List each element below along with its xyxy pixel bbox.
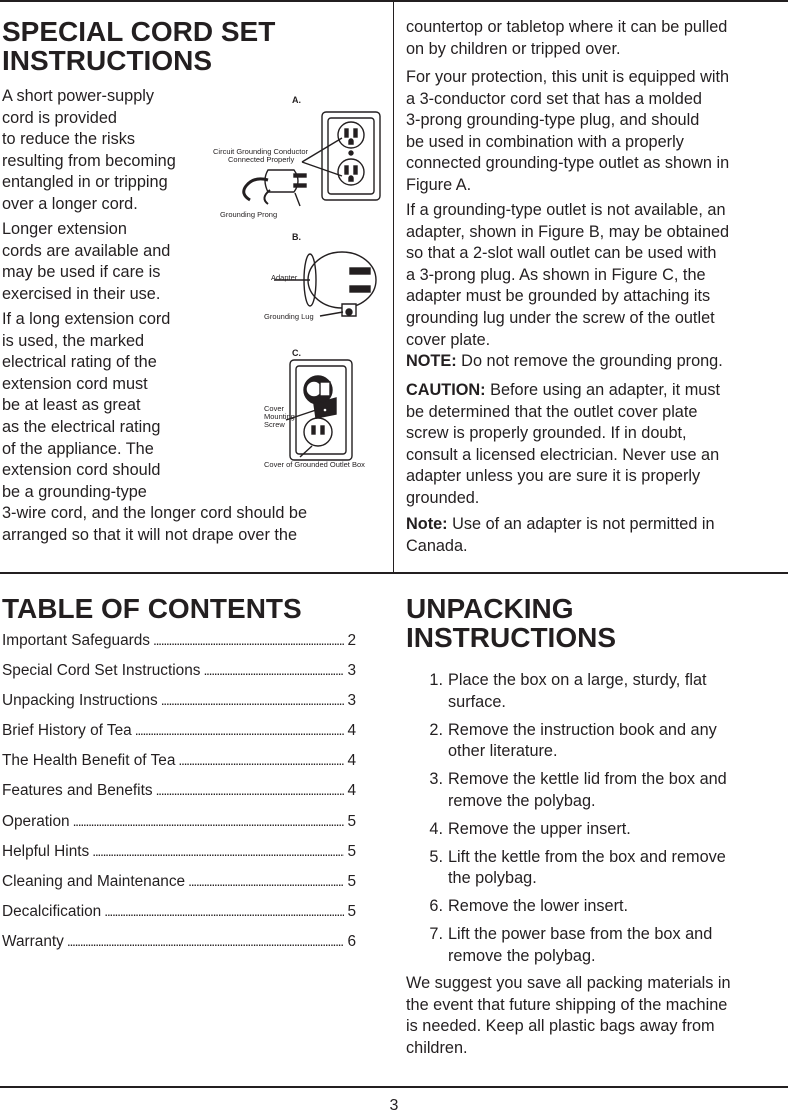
text-line [406,351,723,373]
text-line: Remove the upper insert. [448,819,631,838]
title-line: SPECIAL CORD SET [2,16,276,47]
unpacking-steps [406,670,776,974]
text-line [406,380,720,402]
step-number: 1. [429,671,443,689]
figure-callout: Adapter [271,273,298,282]
text-line: surface. [448,692,506,711]
text-line: Remove the kettle lid from the box and [448,770,727,788]
outlet-illustration [210,90,390,475]
title-line: INSTRUCTIONS [2,45,212,76]
toc-item-label: Operation [2,812,70,830]
unpacking-step [406,819,776,841]
note-label: NOTE: [406,352,457,370]
step-text [448,819,776,841]
text-line: screw is properly grounded. If in doubt, [406,424,687,443]
step-number: 5. [429,847,443,866]
toc-item-page: 3 [347,692,356,710]
note-label: Note: [406,515,448,533]
toc-item-page: 5 [347,842,356,860]
unpacking-step [406,720,776,763]
text-line: electrical rating of the [2,353,157,372]
figure-label: C. [292,348,301,358]
toc-leader [188,871,344,892]
step-number: 3. [429,770,443,788]
toc-item-label: Decalcification [2,902,102,920]
unpacking-step [406,670,776,713]
right-paragraph-1 [406,17,727,60]
text-line: be determined that the outlet cover plate [406,402,698,421]
toc-item-page: 4 [347,722,356,740]
text-line: entangled in or tripping [2,173,168,192]
text-line: If a grounding-type outlet is not available, an [406,201,726,219]
text-line: adapter must be grounded by attaching its [406,287,711,306]
text-line: cords are available and [2,241,171,260]
text-line: a 3-prong plug. As shown in Figure C, the [406,265,706,284]
text-line: adapter unless you are sure it is properly [406,467,701,486]
toc-item [2,901,356,931]
text-line: adapter, shown in Figure B, may be obtained [406,222,730,241]
note-text: Do not remove the grounding prong. [456,352,723,370]
text-line: other literature. [448,742,558,760]
text-line: cover plate. [406,330,491,349]
text-line: as the electrical rating [2,417,161,436]
unpacking-step [406,847,776,890]
toc-item [2,811,356,841]
text-line: Remove the instruction book and any [448,720,717,739]
toc-item-page: 2 [347,632,356,649]
middle-rule [0,572,788,574]
step-number: 4. [429,819,443,838]
text-line: resulting from becoming [2,151,176,170]
caution-label: CAUTION: [406,381,486,399]
text-line: Place the box on a large, sturdy, flat [448,671,707,689]
step-text [448,847,776,890]
text-line: exercised in their use. [2,284,161,303]
figure-callout: Cover [264,404,285,413]
text-line: over a longer cord. [2,194,138,213]
toc-item [2,720,356,750]
unpacking-title [406,594,616,652]
toc-item-label: Warranty [2,932,64,950]
toc-item-label: Important Safeguards [2,632,151,649]
text-line: so that a 2-slot wall outlet can be used with [406,244,717,263]
step-text [448,769,776,812]
figure-callout: Grounding Lug [264,312,314,321]
text-line: countertop or tabletop where it can be pulled [406,18,728,36]
text-line: the polybag. [448,869,537,887]
toc-leader [73,811,345,832]
caution-text: Before using an adapter, it must [485,381,721,399]
text-line: be used in combination with a properly [406,132,684,151]
text-line: If a long extension cord [2,310,171,328]
unpacking-step [406,924,776,967]
toc-item [2,660,356,690]
text-line: Figure A. [406,175,472,194]
toc-item-page: 5 [347,902,356,920]
figure-callout: Screw [264,420,285,429]
toc-item-page: 4 [347,782,356,800]
toc-item-page: 3 [347,662,356,680]
text-line: Canada. [406,536,468,555]
figure-callout: Circuit Grounding Conductor [213,147,309,156]
text-line: Lift the power base from the box and [448,925,713,943]
step-text [448,896,776,918]
toc-leader [92,841,344,862]
figure-callout: Grounding Prong [220,210,278,219]
toc-leader [156,780,345,801]
cord-paragraph-2 [2,219,170,305]
text-line: be at least as great [2,396,141,415]
figure-label: B. [292,232,301,242]
outlet-figures [210,90,390,475]
text-line: For your protection, this unit is equipped with [406,68,730,86]
text-line [406,514,715,536]
figure-callout: Connected Properly [228,155,295,164]
text-line: connected grounding-type outlet as shown in [406,154,730,173]
toc-item-label: Special Cord Set Instructions [2,662,201,680]
title-line: INSTRUCTIONS [406,622,616,653]
text-line: 3-prong grounding-type plug, and should [406,111,700,130]
toc-item-page: 5 [347,812,356,830]
special-cord-title [2,17,275,75]
page-number: 3 [389,1097,399,1114]
toc-leader [161,690,345,711]
toc-item-label: Brief History of Tea [2,722,132,740]
text-line: children. [406,1038,468,1057]
text-line: on by children or tripped over. [406,39,621,58]
top-rule [0,0,788,2]
unpacking-step [406,769,776,812]
toc-item [2,871,356,901]
text-line: Remove the lower insert. [448,897,629,915]
text-line: to reduce the risks [2,130,136,149]
toc-item [2,841,356,871]
bottom-rule [0,1086,788,1088]
toc-item [2,690,356,720]
note-paragraph [406,351,723,373]
column-divider [393,0,394,572]
text-line: of the appliance. The [2,439,154,458]
figure-label: A. [292,95,301,105]
toc-item-page: 5 [347,872,356,890]
toc-item [2,630,356,660]
figure-callout: Cover of Grounded Outlet Box [264,460,365,469]
adapter-icon [308,252,376,308]
text-line: extension cord must [2,374,148,393]
toc-leader [67,931,345,952]
text-line: is used, the marked [2,331,145,350]
toc-leader [178,750,344,771]
text-line: Longer extension [2,220,127,238]
text-line: may be used if care is [2,263,161,282]
toc-item-label: The Health Benefit of Tea [2,752,176,770]
toc-title: TABLE OF CONTENTS [2,593,302,624]
right-paragraph-3 [406,200,729,351]
text-line: arranged so that it will not drape over the [2,525,298,544]
figure-callout: Mounting [264,412,295,421]
outlet-plate-icon [322,112,380,200]
text-line: extension cord should [2,461,161,480]
title-line: UNPACKING [406,593,574,624]
text-line: the event that future shipping of the machine [406,995,728,1014]
toc-item-page: 4 [347,752,356,770]
canada-note-paragraph [406,514,715,557]
toc-leader [203,660,344,681]
toc-leader [153,630,344,651]
text-line: Lift the kettle from the box and remove [448,847,726,866]
toc-item-label: Cleaning and Maintenance [2,872,186,890]
toc-item-page: 6 [347,932,356,950]
step-text [448,720,776,763]
text-line: is needed. Keep all plastic bags away from [406,1017,715,1036]
note-text: Use of an adapter is not permitted in [447,515,715,533]
text-line: remove the polybag. [448,946,596,965]
step-number: 6. [429,897,443,915]
toc-item [2,750,356,780]
caution-paragraph [406,380,720,510]
text-line: cord is provided [2,108,117,127]
step-text [448,670,776,713]
cord-paragraph-1 [2,86,176,216]
toc-item-label: Unpacking Instructions [2,692,158,710]
right-paragraph-2 [406,67,729,197]
step-number: 7. [429,925,443,943]
text-line: remove the polybag. [448,791,596,810]
unpacking-step [406,896,776,918]
toc-list [2,630,356,961]
text-line: A short power-supply [2,87,155,105]
text-line: We suggest you save all packing materials in [406,974,731,992]
text-line: a 3-conductor cord set that has a molded [406,89,702,108]
toc-item-label: Features and Benefits [2,782,153,800]
toc-item [2,780,356,810]
text-line: 3-wire cord, and the longer cord should be [2,504,308,523]
toc-leader [135,720,345,741]
text-line: grounding lug under the screw of the outlet [406,308,715,327]
step-number: 2. [429,720,443,739]
toc-item [2,931,356,961]
toc-item-label: Helpful Hints [2,842,90,860]
step-text [448,924,776,967]
text-line: grounded. [406,488,480,507]
text-line: be a grounding-type [2,482,147,501]
unpacking-closing [406,973,731,1059]
text-line: consult a licensed electrician. Never use an [406,445,720,464]
toc-leader [104,901,344,922]
